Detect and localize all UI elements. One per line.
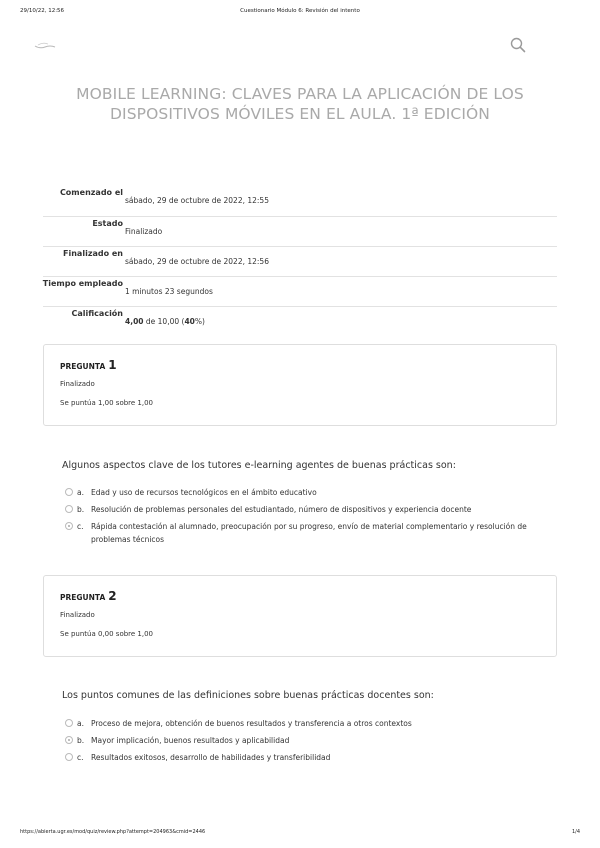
answer-option[interactable] bbox=[65, 751, 545, 766]
answer-letter: a. bbox=[77, 719, 84, 728]
radio-button[interactable] bbox=[65, 505, 73, 513]
summary-row-time-taken bbox=[43, 276, 557, 306]
answer-option-selected[interactable] bbox=[65, 520, 545, 546]
radio-button[interactable] bbox=[65, 488, 73, 496]
answer-option[interactable] bbox=[65, 503, 545, 518]
question-heading bbox=[60, 589, 117, 603]
page-title: MOBILE LEARNING: CLAVES PARA LA APLICACIÓN DE LOS DISPOSITIVOS MÓVILES EN EL AULA. 1ª EDICIÓN bbox=[76, 85, 524, 123]
radio-button-checked[interactable] bbox=[65, 736, 73, 744]
radio-button[interactable] bbox=[65, 719, 73, 727]
answer-letter: c. bbox=[77, 753, 84, 762]
answer-letter: b. bbox=[77, 736, 85, 745]
question-text-2: Los puntos comunes de las definiciones sobre buenas prácticas docentes son: bbox=[62, 690, 434, 701]
answer-text: Edad y uso de recursos tecnológicos en el ámbito educativo bbox=[91, 488, 317, 497]
question-heading bbox=[60, 358, 117, 372]
summary-label: Tiempo empleado bbox=[42, 279, 123, 288]
grade-percent: 40 bbox=[184, 317, 195, 326]
question-state: Finalizado bbox=[60, 611, 95, 619]
answer-list-1 bbox=[65, 486, 545, 548]
answer-option[interactable] bbox=[65, 717, 545, 732]
summary-value: Finalizado bbox=[125, 227, 163, 236]
summary-row-finished bbox=[43, 246, 557, 276]
question-state: Finalizado bbox=[60, 380, 95, 388]
logo-icon[interactable] bbox=[34, 40, 56, 50]
answer-text: Resolución de problemas personales del estudiantado, número de dispositivos y experiencia docente bbox=[91, 505, 472, 514]
answer-letter: a. bbox=[77, 488, 84, 497]
question-text-1: Algunos aspectos clave de los tutores e-learning agentes de buenas prácticas son: bbox=[62, 460, 456, 471]
summary-label: Finalizado en bbox=[63, 249, 123, 258]
print-datetime: 29/10/22, 12:56 bbox=[20, 8, 65, 14]
answer-letter: c. bbox=[77, 522, 84, 531]
summary-label: Comenzado el bbox=[59, 188, 123, 197]
question-label: PREGUNTA bbox=[60, 362, 106, 371]
answer-text: Rápida contestación al alumnado, preocupación por su progreso, envío de material complementario y resolución de problemas técnicos bbox=[91, 522, 527, 544]
answer-option-selected[interactable] bbox=[65, 734, 545, 749]
print-page-number: 1/4 bbox=[571, 829, 580, 835]
summary-value: 1 minutos 23 segundos bbox=[125, 287, 213, 296]
question-number: 1 bbox=[108, 358, 117, 372]
answer-text: Resultados exitosos, desarrollo de habilidades y transferibilidad bbox=[91, 753, 331, 762]
summary-row-grade bbox=[43, 306, 557, 338]
question-grade: Se puntúa 1,00 sobre 1,00 bbox=[60, 399, 154, 407]
summary-label: Calificación bbox=[71, 309, 123, 318]
grade-close-text: %) bbox=[194, 317, 205, 326]
print-url: https://abierta.ugr.es/mod/quiz/review.php?attempt=204963&cmid=2446 bbox=[20, 829, 206, 835]
summary-label: Estado bbox=[92, 219, 123, 228]
answer-list-2 bbox=[65, 717, 545, 768]
grade-of-text: de 10,00 ( bbox=[145, 317, 185, 326]
summary-value: sábado, 29 de octubre de 2022, 12:56 bbox=[125, 257, 269, 266]
print-title: Cuestionario Módulo 6: Revisión del intento bbox=[240, 8, 360, 14]
grade-value bbox=[125, 317, 205, 326]
radio-button[interactable] bbox=[65, 753, 73, 761]
answer-text: Proceso de mejora, obtención de buenos resultados y transferencia a otros contextos bbox=[91, 719, 412, 728]
question-grade: Se puntúa 0,00 sobre 1,00 bbox=[60, 630, 154, 638]
answer-text: Mayor implicación, buenos resultados y aplicabilidad bbox=[91, 736, 290, 745]
attempt-summary-table bbox=[43, 186, 557, 338]
radio-button-checked[interactable] bbox=[65, 522, 73, 530]
question-number: 2 bbox=[108, 589, 117, 603]
print-header bbox=[0, 8, 600, 20]
answer-option[interactable] bbox=[65, 486, 545, 501]
answer-letter: b. bbox=[77, 505, 85, 514]
print-footer bbox=[0, 829, 600, 841]
question-info-2 bbox=[43, 575, 557, 657]
question-info-1 bbox=[43, 344, 557, 426]
search-icon[interactable] bbox=[510, 37, 526, 53]
summary-row-state bbox=[43, 216, 557, 246]
summary-row-started bbox=[43, 186, 557, 216]
grade-score: 4,00 bbox=[125, 317, 144, 326]
summary-value: sábado, 29 de octubre de 2022, 12:55 bbox=[125, 196, 269, 205]
question-label: PREGUNTA bbox=[60, 593, 106, 602]
